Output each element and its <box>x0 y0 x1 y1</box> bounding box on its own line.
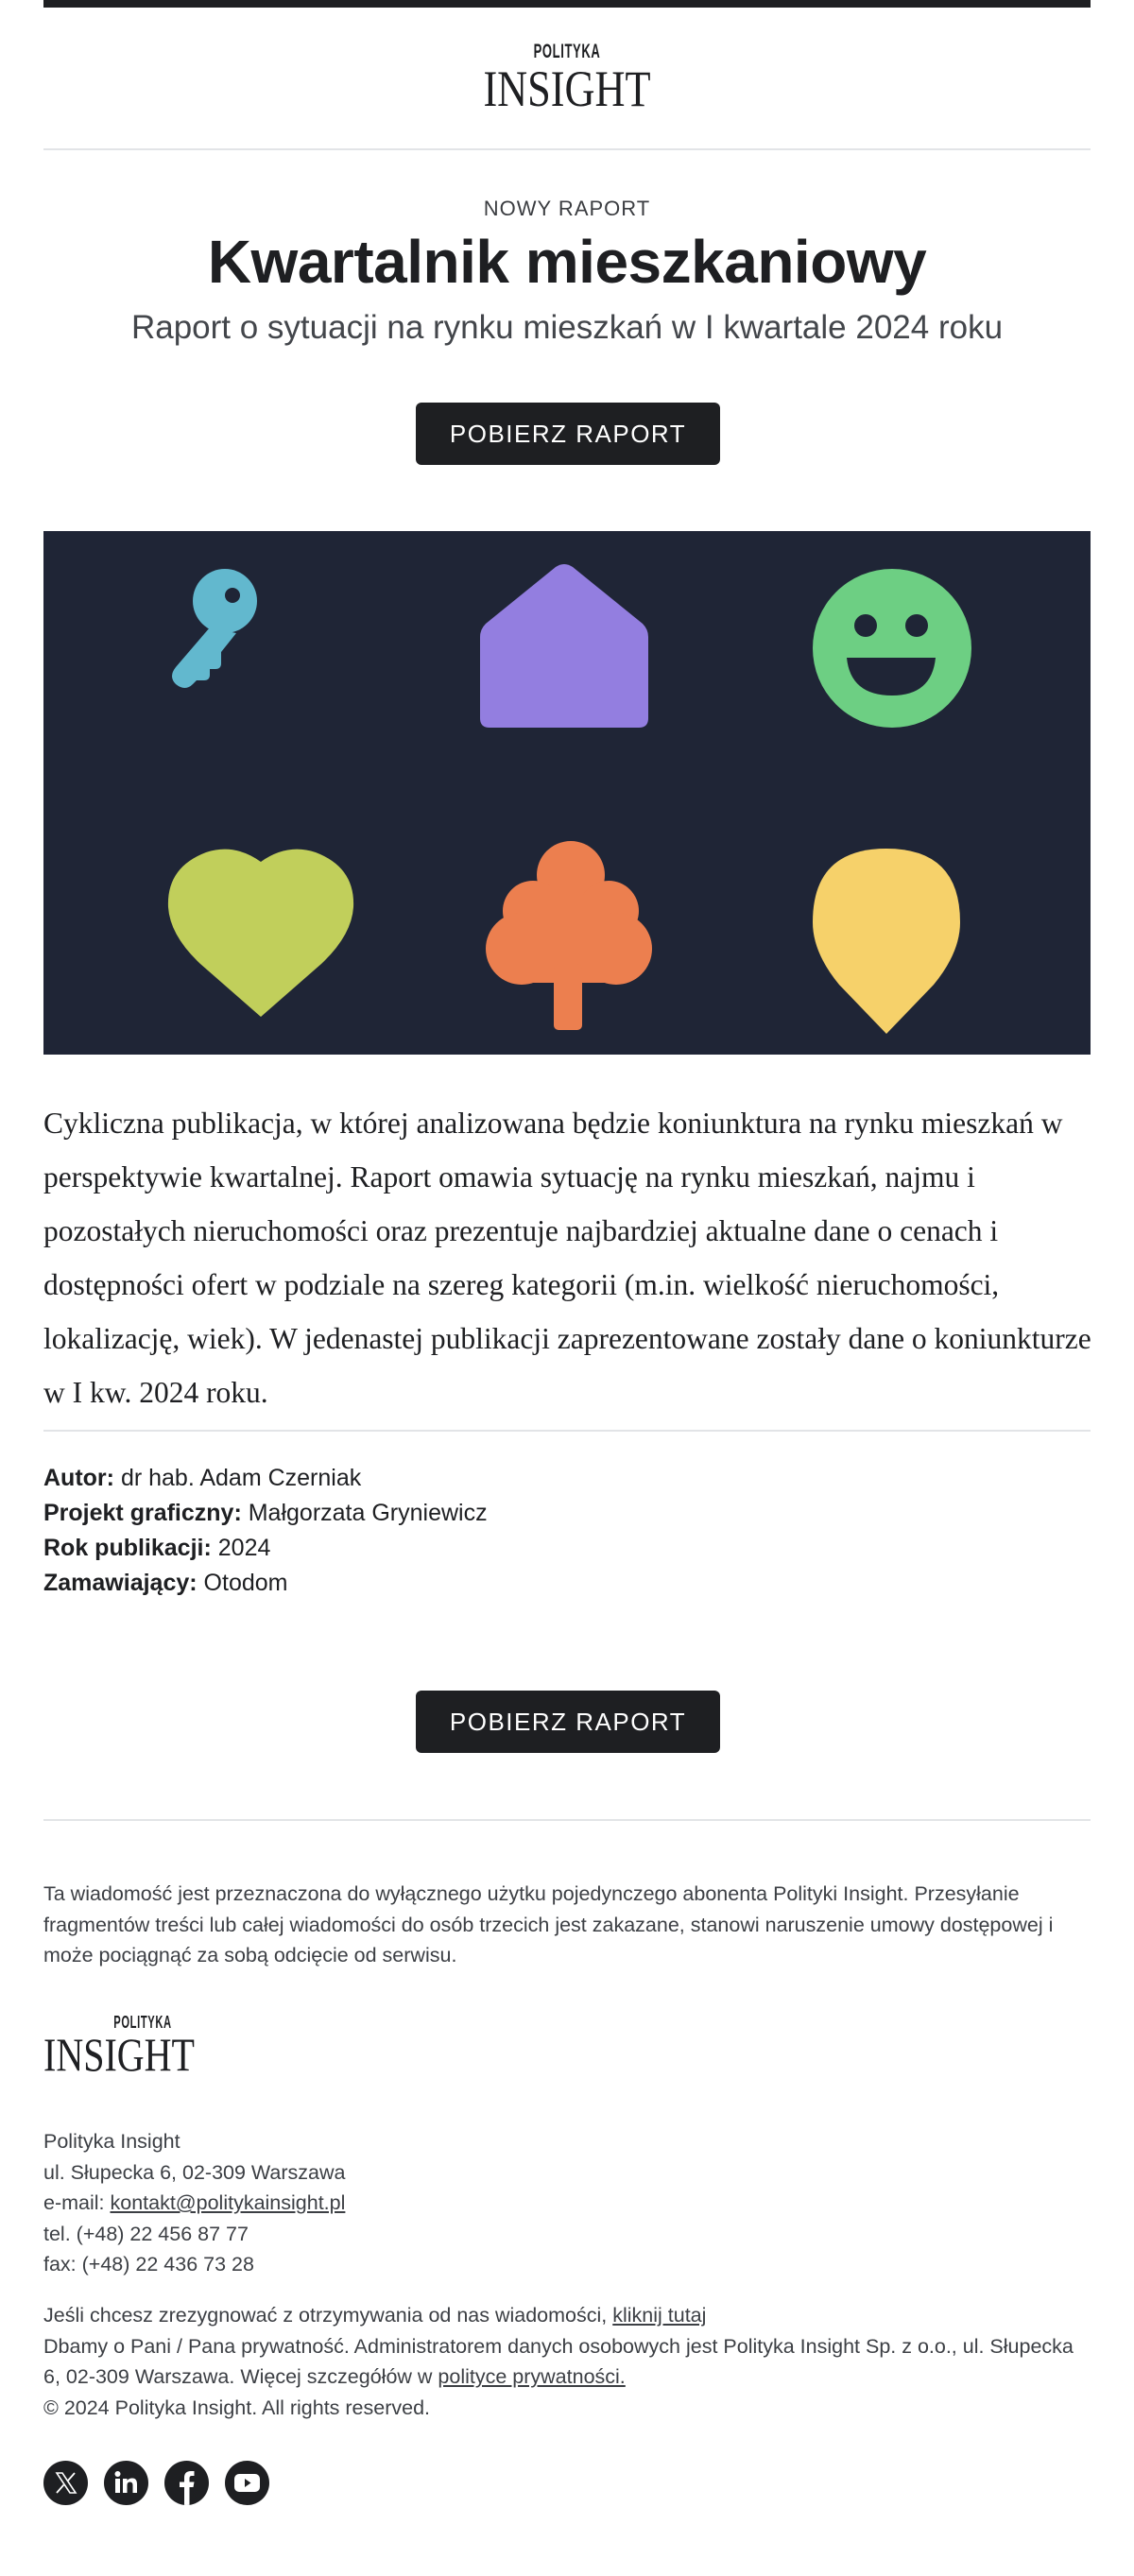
polityka-insight-logo[interactable] <box>378 41 756 117</box>
kicker-label: NOWY RAPORT <box>483 197 651 220</box>
heart-icon <box>166 849 355 1019</box>
company-name: Polityka Insight <box>43 2130 180 2153</box>
map-pin-icon <box>811 847 962 1036</box>
meta-graphic-design: Projekt graficzny: Małgorzata Gryniewicz <box>43 1500 488 1526</box>
street-address: ul. Słupecka 6, 02-309 Warszawa <box>43 2160 346 2184</box>
report-description: Cykliczna publikacja, w której analizowana będzie koniunktura na rynku mieszkań w perspektywie kwartalnej. Raport omawia sytuację na rynku mieszkań, najmu i pozostałych nieruchomości oraz prezentuje najbardziej aktualne dane o cenach i dostępności ofert w podziale na szereg kategorii (m.in. wielkość nieruchomości, lokalizację, wiek). W jedenastej publikacji zaprezentowane zostały dane o koniunkturze w I kw. 2024 roku. <box>43 1107 1091 1409</box>
copyright: © 2024 Polityka Insight. All rights reserved. <box>43 2396 431 2419</box>
social-links <box>43 2461 269 2505</box>
tree-icon <box>484 841 654 1032</box>
unsubscribe-line: Jeśli chcesz zrezygnować z otrzymywania od nas wiadomości, kliknij tutaj <box>43 2304 707 2327</box>
meta-publication-year: Rok publikacji: 2024 <box>43 1535 271 1561</box>
footer-address <box>43 2126 1091 2280</box>
privacy-policy-link[interactable]: polityce prywatności. <box>438 2365 626 2388</box>
footer-logo[interactable] <box>43 2013 242 2081</box>
linkedin-icon <box>104 2461 148 2505</box>
facebook-link[interactable] <box>164 2461 209 2505</box>
content-divider <box>43 1430 1091 1432</box>
footer-logo-insight-text: INSIGHT <box>43 2028 195 2081</box>
footer-logo-polityka-text: POLITYKA <box>113 2013 172 2032</box>
linkedin-link[interactable] <box>104 2461 148 2505</box>
meta-author: Autor: dr hab. Adam Czerniak <box>43 1465 362 1491</box>
fax-line: fax: (+48) 22 436 73 28 <box>43 2253 254 2275</box>
x-twitter-link[interactable] <box>43 2461 88 2505</box>
report-banner-image <box>43 531 1091 1055</box>
email-link[interactable]: kontakt@politykainsight.pl <box>110 2191 346 2214</box>
header-divider <box>43 148 1091 150</box>
youtube-icon <box>225 2461 269 2505</box>
facebook-icon <box>164 2461 209 2505</box>
unsubscribe-link[interactable]: kliknij tutaj <box>612 2304 707 2327</box>
email-line: e-mail: kontakt@politykainsight.pl <box>43 2191 346 2214</box>
youtube-link[interactable] <box>225 2461 269 2505</box>
privacy-line: Dbamy o Pani / Pana prywatność. Administratorem danych osobowych jest Polityka Insight Sp. z o.o., ul. Słupecka 6, 02-309 Warszawa. Więcej szczegółów w polityce prywatności. <box>43 2334 1074 2388</box>
meta-client: Zamawiający: Otodom <box>43 1570 288 1596</box>
footer-disclaimer: Ta wiadomość jest przeznaczona do wyłącznego użytku pojedynczego abonenta Polityki Insight. Przesyłanie fragmentów treści lub całej wiadomości do osób trzecich jest zakazane, stanowi naruszenie umowy dostępowej i może pociągnąć za sobą odcięcie od serwisu. <box>43 1882 1054 1966</box>
top-accent-bar <box>43 0 1091 8</box>
footer-divider <box>43 1819 1091 1821</box>
key-icon <box>164 565 278 697</box>
phone-line: tel. (+48) 22 456 87 77 <box>43 2222 249 2245</box>
page-subtitle: Raport o sytuacji na rynku mieszkań w I kwartale 2024 roku <box>130 309 1004 346</box>
house-icon <box>478 563 650 733</box>
footer-legal <box>43 2300 1091 2423</box>
x-twitter-icon <box>43 2461 88 2505</box>
logo-polityka-text: POLITYKA <box>533 41 601 62</box>
smile-icon <box>811 567 973 730</box>
page-title: Kwartalnik mieszkaniowy <box>207 228 927 296</box>
download-report-button-bottom[interactable]: POBIERZ RAPORT <box>416 1691 720 1753</box>
report-metadata <box>43 1461 1091 1601</box>
logo-insight-text: INSIGHT <box>483 60 651 117</box>
download-report-button[interactable]: POBIERZ RAPORT <box>416 403 720 465</box>
